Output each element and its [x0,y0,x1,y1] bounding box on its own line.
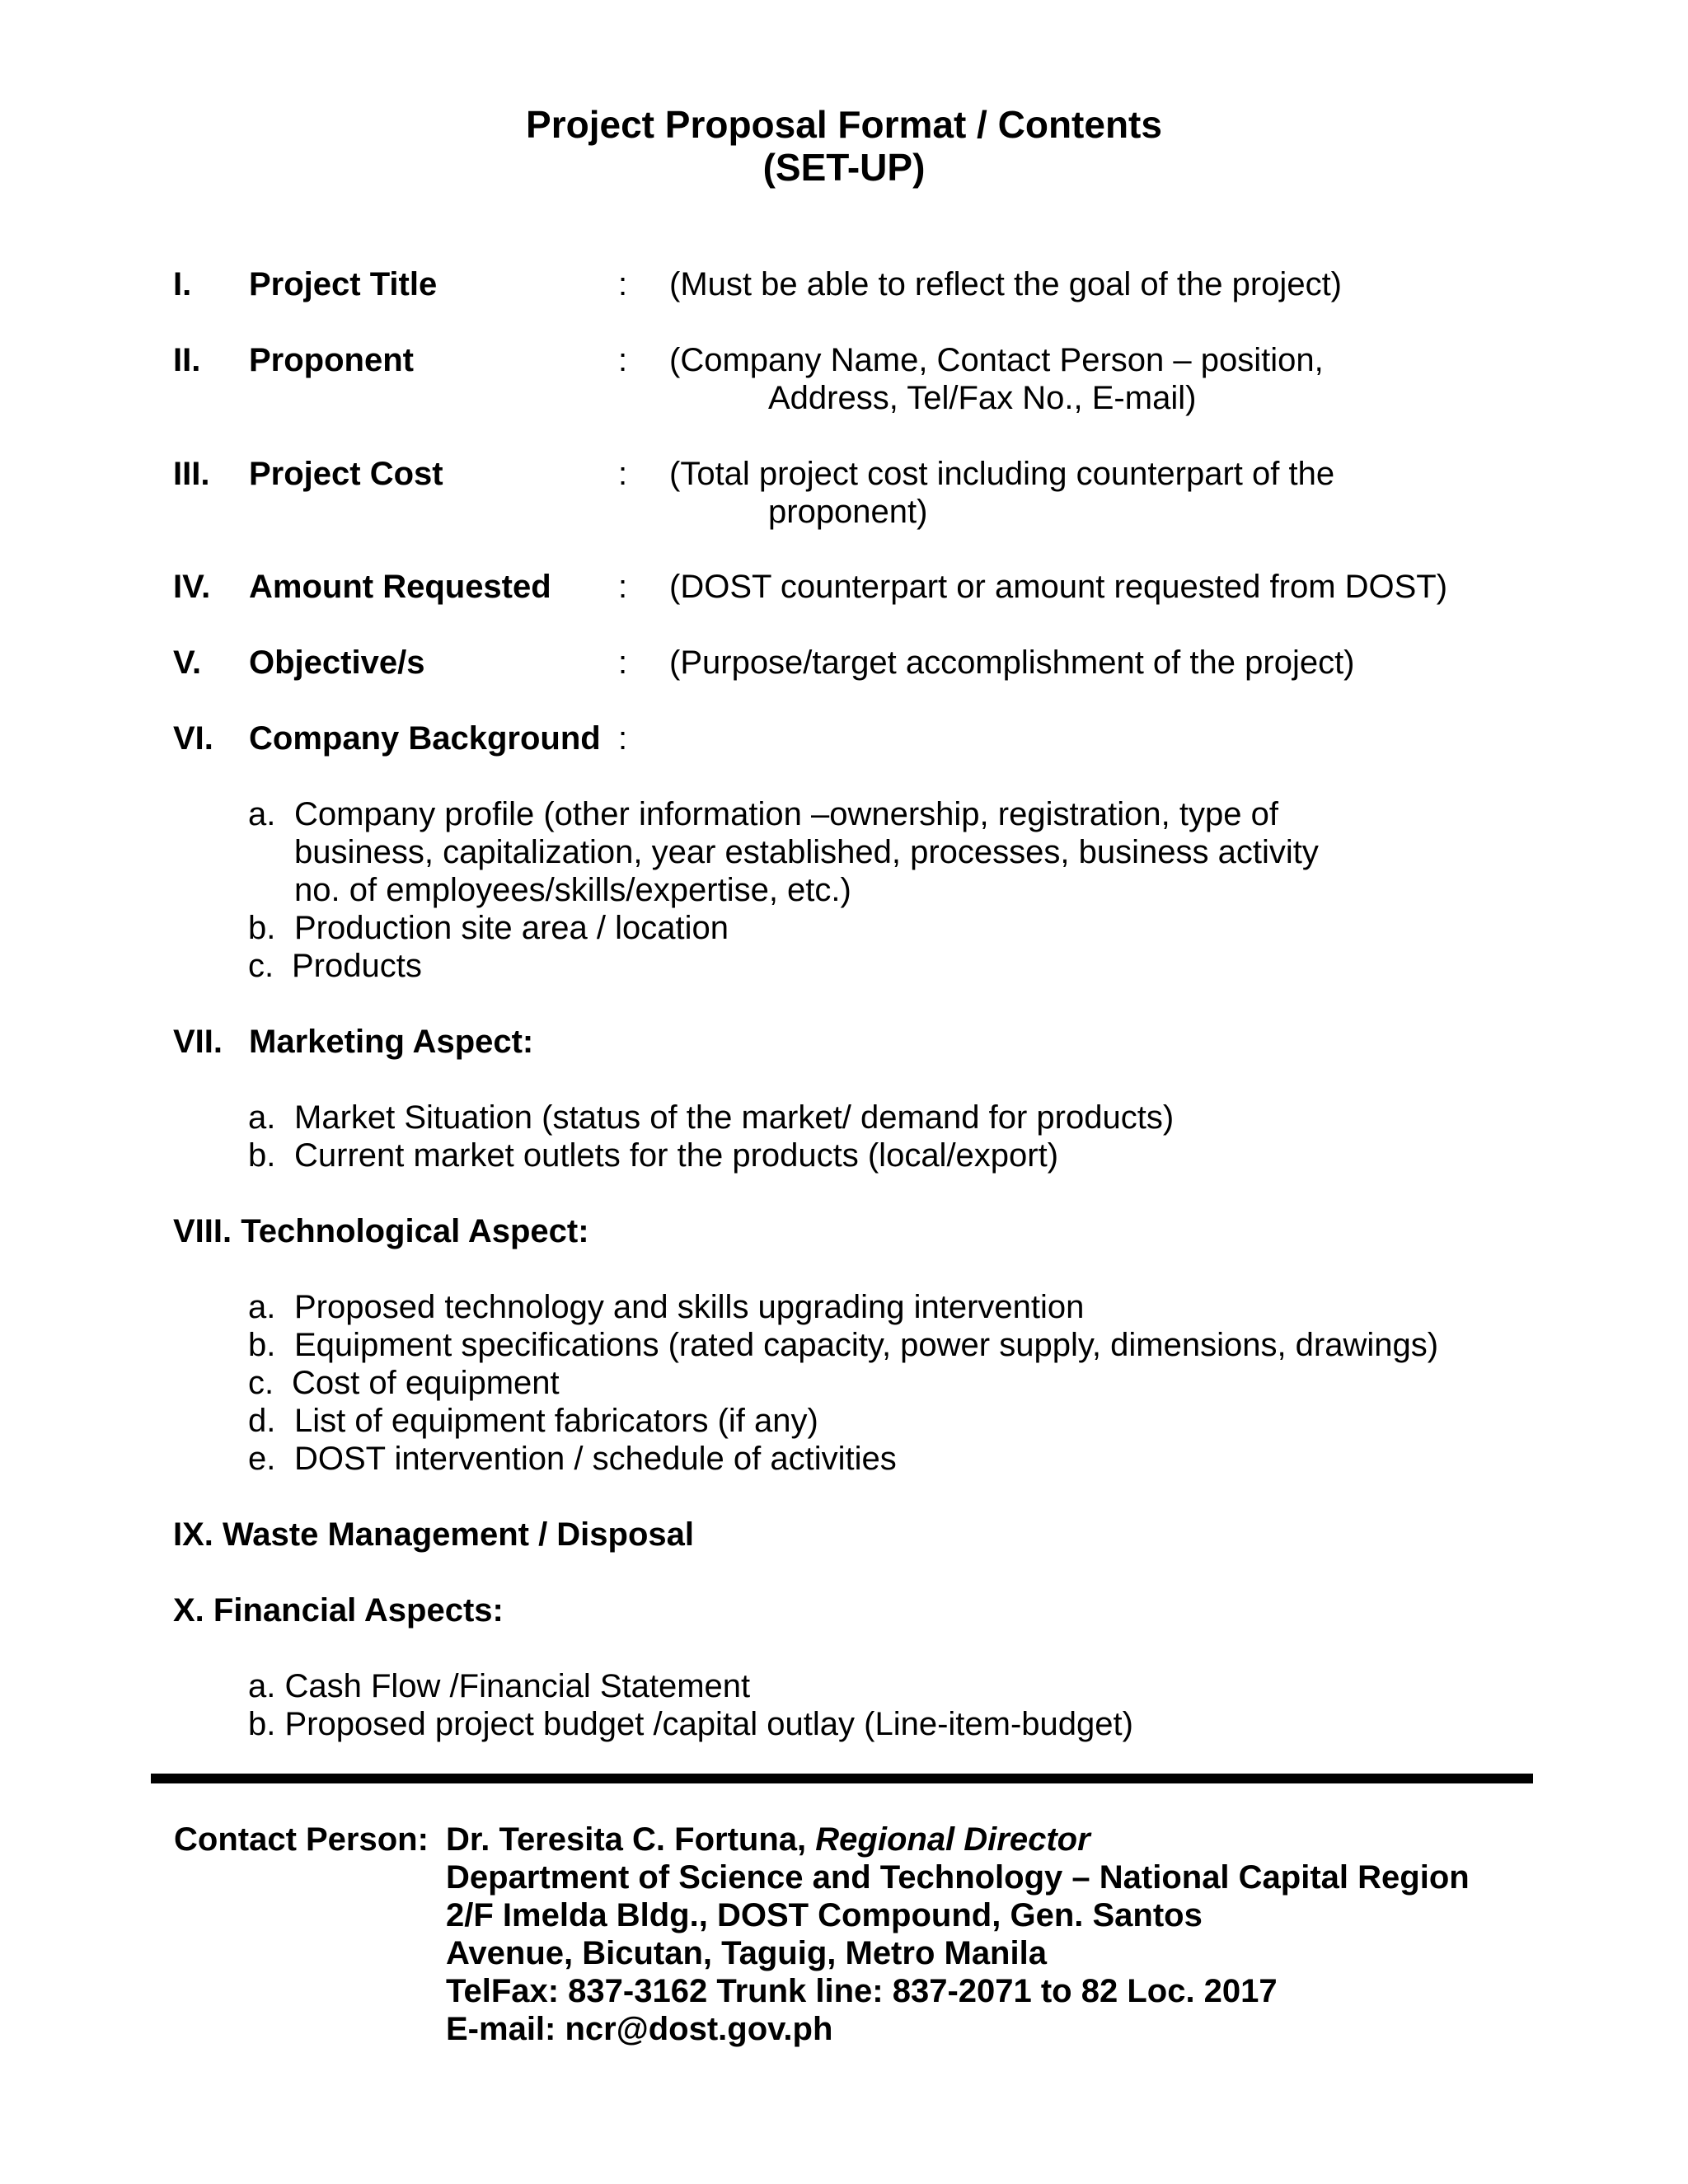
list-item: a. Cash Flow /Financial Statement [248,1668,751,1704]
section-waste-management: IX. Waste Management / Disposal [173,1516,695,1553]
list-item-text: Products [292,948,422,984]
section-description-continued: proponent) [768,494,928,530]
page-title: Project Proposal Format / Contents [526,103,1162,146]
list-item-letter: c. [248,948,274,984]
section-heading: VIII. Technological Aspect: [173,1213,589,1249]
section-description: (Total project cost including counterpart of the [669,456,1335,492]
section-description: (Must be able to reflect the goal of the project) [669,266,1342,302]
list-item-text: DOST intervention / schedule of activities [294,1441,897,1477]
contact-label: Contact Person: [174,1821,429,1858]
section-colon: : [618,342,628,378]
section-number: I. [173,266,192,302]
contact-position: Regional Director [815,1821,1090,1858]
section-colon: : [618,266,628,302]
contact-phone: TelFax: 837-3162 Trunk line: 837-2071 to 82 Loc. 2017 [446,1973,1278,2009]
section-label: Company Background [249,720,601,757]
section-description: (Purpose/target accomplishment of the project) [669,644,1355,681]
list-item-text: Equipment specifications (rated capacity, power supply, dimensions, drawings) [294,1327,1439,1363]
contact-department: Department of Science and Technology – National Capital Region [446,1859,1470,1896]
list-item-letter: a. [248,1099,276,1136]
section-description-continued: Address, Tel/Fax No., E-mail) [768,380,1197,416]
list-item-letter: a. [248,1289,276,1325]
section-number: II. [173,342,201,378]
contact-address-line-2: Avenue, Bicutan, Taguig, Metro Manila [446,1935,1047,1971]
list-item-text: Proposed technology and skills upgrading intervention [294,1289,1085,1325]
section-number: VII. [173,1024,223,1060]
page-subtitle: (SET-UP) [762,146,926,189]
section-label: Marketing Aspect: [249,1024,534,1060]
list-item-text: Cost of equipment [292,1365,560,1401]
list-item: b. Proposed project budget /capital outlay (Line-item-budget) [248,1706,1133,1742]
section-colon: : [618,456,628,492]
list-item-text: Market Situation (status of the market/ demand for products) [294,1099,1175,1136]
section-description: (DOST counterpart or amount requested from DOST) [669,569,1448,605]
section-label: Proponent [249,342,414,378]
list-item-text: Company profile (other information –ownership, registration, type of [294,796,1278,832]
list-item-letter: d. [248,1403,276,1439]
contact-address-line-1: 2/F Imelda Bldg., DOST Compound, Gen. Santos [446,1897,1203,1933]
section-label: Project Title [249,266,438,302]
contact-name-line [446,1823,1090,1856]
list-item-letter: a. [248,796,276,832]
list-item-letter: b. [248,1327,276,1363]
contact-email: E-mail: ncr@dost.gov.ph [446,2011,833,2047]
list-item-letter: b. [248,1137,276,1174]
section-label: Amount Requested [249,569,551,605]
section-number: III. [173,456,210,492]
section-colon: : [618,720,628,757]
section-label: Project Cost [249,456,443,492]
list-item-continued: business, capitalization, year established, processes, business activity [294,834,1319,870]
list-item-letter: c. [248,1365,274,1401]
list-item-text: Current market outlets for the products (local/export) [294,1137,1059,1174]
list-item-text: List of equipment fabricators (if any) [294,1403,818,1439]
list-item-continued: no. of employees/skills/expertise, etc.) [294,872,851,908]
section-number: V. [173,644,202,681]
section-label: Objective/s [249,644,425,681]
section-heading: X. Financial Aspects: [173,1592,504,1629]
contact-name: Dr. Teresita C. Fortuna, [446,1821,807,1858]
section-colon: : [618,644,628,681]
list-item-letter: b. [248,910,276,946]
list-item-text: Production site area / location [294,910,729,946]
horizontal-divider [151,1774,1533,1783]
section-number: IV. [173,569,211,605]
list-item-letter: e. [248,1441,276,1477]
section-number: VI. [173,720,213,757]
section-description: (Company Name, Contact Person – position, [669,342,1324,378]
section-colon: : [618,569,628,605]
